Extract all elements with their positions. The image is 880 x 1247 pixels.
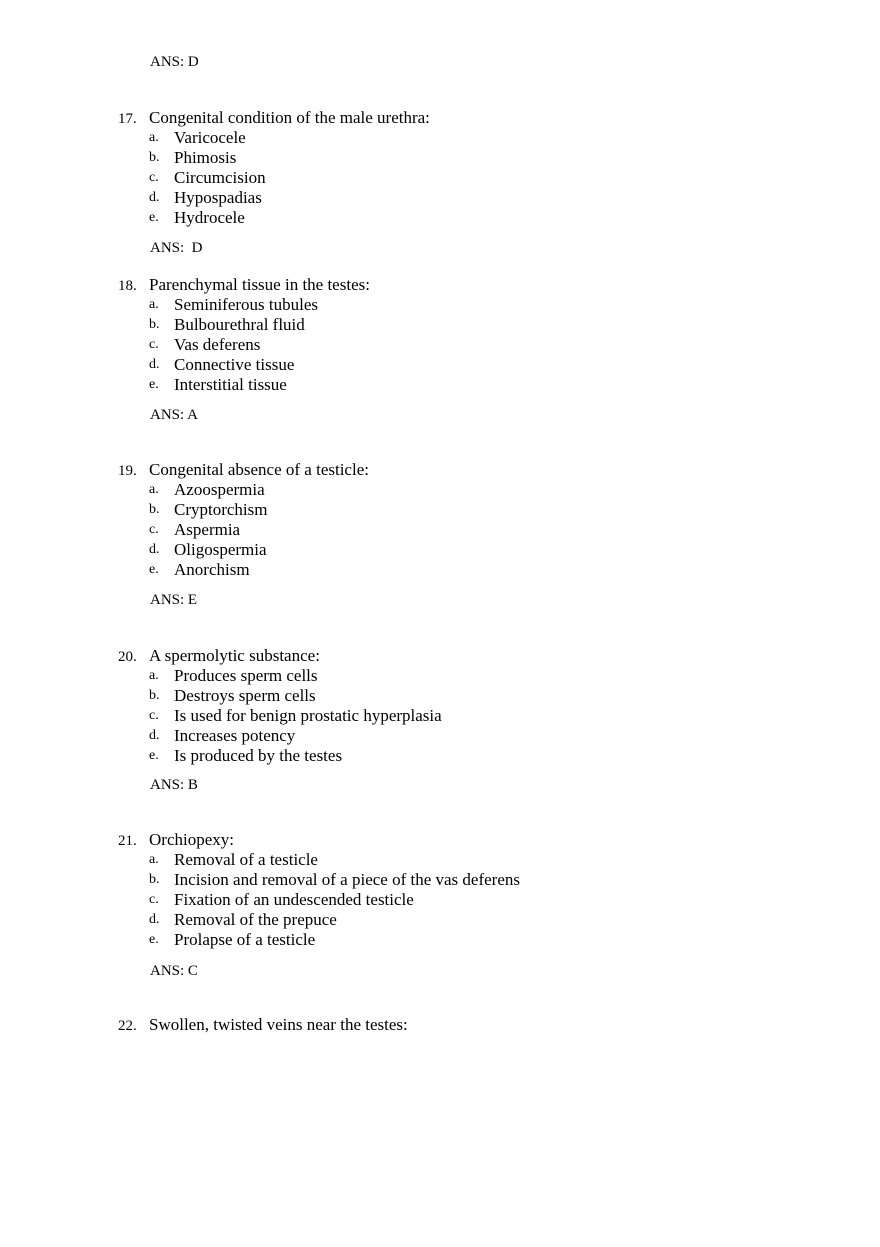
option-text: Interstitial tissue: [174, 375, 287, 394]
question-text: Orchiopexy:: [149, 830, 234, 849]
option-letter: b.: [149, 502, 160, 517]
option-letter: d.: [149, 357, 160, 372]
option-text: Circumcision: [174, 168, 266, 187]
question-stem: [118, 646, 818, 666]
question-stem: [118, 460, 818, 480]
option-text: Seminiferous tubules: [174, 295, 319, 314]
option-letter: e.: [149, 377, 159, 392]
option-text: Removal of a testicle: [174, 850, 318, 869]
option-text: Is used for benign prostatic hyperplasia: [174, 706, 442, 725]
answer-17: ANS: D: [150, 240, 203, 256]
option-b: [118, 148, 818, 168]
option-letter: c.: [149, 892, 159, 907]
option-letter: d.: [149, 542, 160, 557]
option-c: [118, 706, 818, 726]
option-letter: a.: [149, 668, 159, 683]
question-text: Parenchymal tissue in the testes:: [149, 275, 370, 294]
option-b: [118, 870, 818, 890]
option-c: [118, 890, 818, 910]
option-letter: a.: [149, 852, 159, 867]
question-number: 19.: [118, 463, 137, 479]
option-text: Cryptorchism: [174, 500, 268, 519]
question-17: [118, 108, 818, 228]
option-letter: e.: [149, 562, 159, 577]
option-d: [118, 355, 818, 375]
option-text: Varicocele: [174, 128, 246, 147]
question-number: 22.: [118, 1018, 137, 1034]
option-letter: c.: [149, 170, 159, 185]
option-b: [118, 686, 818, 706]
option-b: [118, 315, 818, 335]
option-text: Vas deferens: [174, 335, 261, 354]
question-text: Swollen, twisted veins near the testes:: [149, 1015, 408, 1034]
option-letter: e.: [149, 748, 159, 763]
option-a: [118, 295, 818, 315]
option-e: [118, 746, 818, 766]
option-letter: d.: [149, 912, 160, 927]
option-text: Azoospermia: [174, 480, 265, 499]
option-c: [118, 168, 818, 188]
question-stem: [118, 1015, 818, 1035]
question-18: [118, 275, 818, 395]
option-text: Hypospadias: [174, 188, 262, 207]
answer-19: ANS: E: [150, 592, 198, 608]
option-letter: c.: [149, 337, 159, 352]
option-letter: b.: [149, 872, 160, 887]
option-letter: a.: [149, 130, 159, 145]
option-letter: c.: [149, 708, 159, 723]
option-b: [118, 500, 818, 520]
option-e: [118, 375, 818, 395]
previous-answer: ANS: D: [150, 54, 199, 70]
option-letter: b.: [149, 688, 160, 703]
question-stem: [118, 830, 818, 850]
option-text: Increases potency: [174, 726, 296, 745]
option-letter: d.: [149, 190, 160, 205]
option-text: Fixation of an undescended testicle: [174, 890, 414, 909]
option-letter: e.: [149, 210, 159, 225]
option-a: [118, 128, 818, 148]
option-text: Produces sperm cells: [174, 666, 318, 685]
question-text: A spermolytic substance:: [149, 646, 320, 665]
option-text: Oligospermia: [174, 540, 267, 559]
option-letter: d.: [149, 728, 160, 743]
option-text: Destroys sperm cells: [174, 686, 316, 705]
question-21: [118, 830, 818, 950]
option-letter: a.: [149, 297, 159, 312]
option-text: Anorchism: [174, 560, 250, 579]
option-a: [118, 850, 818, 870]
option-a: [118, 666, 818, 686]
option-text: Prolapse of a testicle: [174, 930, 316, 949]
option-e: [118, 208, 818, 228]
answer-20: ANS: B: [150, 777, 198, 793]
option-c: [118, 520, 818, 540]
option-text: Is produced by the testes: [174, 746, 343, 765]
question-number: 17.: [118, 111, 137, 127]
option-text: Incision and removal of a piece of the vas deferens: [174, 870, 520, 889]
option-letter: a.: [149, 482, 159, 497]
option-d: [118, 910, 818, 930]
question-stem: [118, 275, 818, 295]
option-d: [118, 540, 818, 560]
option-e: [118, 560, 818, 580]
option-e: [118, 930, 818, 950]
option-text: Hydrocele: [174, 208, 245, 227]
question-20: [118, 646, 818, 766]
option-letter: b.: [149, 150, 160, 165]
option-text: Bulbourethral fluid: [174, 315, 305, 334]
option-text: Removal of the prepuce: [174, 910, 337, 929]
option-text: Phimosis: [174, 148, 237, 167]
option-letter: e.: [149, 932, 159, 947]
question-number: 21.: [118, 833, 137, 849]
question-19: [118, 460, 818, 580]
option-text: Connective tissue: [174, 355, 295, 374]
question-text: Congenital absence of a testicle:: [149, 460, 369, 479]
option-d: [118, 726, 818, 746]
option-letter: c.: [149, 522, 159, 537]
option-d: [118, 188, 818, 208]
question-stem: [118, 108, 818, 128]
option-text: Aspermia: [174, 520, 241, 539]
question-text: Congenital condition of the male urethra:: [149, 108, 430, 127]
answer-21: ANS: C: [150, 963, 198, 979]
question-number: 18.: [118, 278, 137, 294]
question-22: [118, 1015, 818, 1035]
option-c: [118, 335, 818, 355]
answer-18: ANS: A: [150, 407, 198, 423]
option-a: [118, 480, 818, 500]
question-number: 20.: [118, 649, 137, 665]
option-letter: b.: [149, 317, 160, 332]
